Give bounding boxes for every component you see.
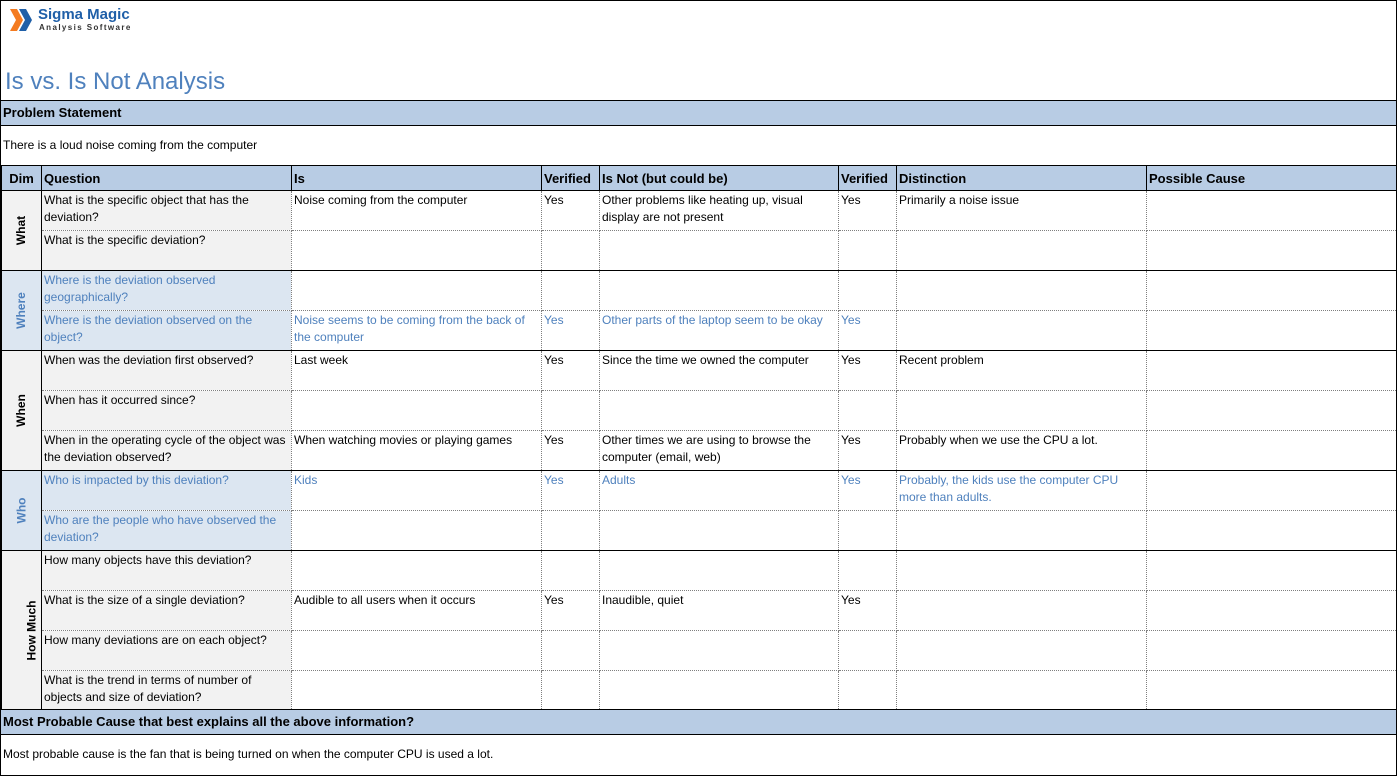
- dim-cell: [2, 191, 42, 271]
- verified-cell[interactable]: Yes: [542, 311, 600, 351]
- is-cell[interactable]: Kids: [292, 471, 542, 511]
- table-row: [2, 191, 1397, 231]
- table-row: [2, 671, 1397, 711]
- distinction-cell[interactable]: [897, 671, 1147, 711]
- table-row: [2, 591, 1397, 631]
- is-not-cell[interactable]: Since the time we owned the computer: [600, 351, 839, 391]
- problem-statement-header: Problem Statement: [1, 100, 1396, 126]
- possible-cause-cell[interactable]: [1147, 671, 1397, 711]
- question-cell: Who are the people who have observed the deviation?: [42, 511, 292, 551]
- question-cell: How many deviations are on each object?: [42, 631, 292, 671]
- verified-cell[interactable]: [542, 551, 600, 591]
- distinction-cell[interactable]: [897, 311, 1147, 351]
- possible-cause-cell[interactable]: [1147, 431, 1397, 471]
- is-not-cell[interactable]: Other parts of the laptop seem to be okay: [600, 311, 839, 351]
- verified-cell[interactable]: Yes: [542, 591, 600, 631]
- possible-cause-cell[interactable]: [1147, 311, 1397, 351]
- logo-subtitle: Analysis Software: [39, 23, 132, 32]
- verified-2-cell[interactable]: [839, 271, 897, 311]
- dim-cell: [2, 471, 42, 551]
- most-probable-cause-header: Most Probable Cause that best explains all the above information?: [1, 709, 1396, 735]
- is-cell[interactable]: Noise seems to be coming from the back of the computer: [292, 311, 542, 351]
- is-cell[interactable]: [292, 231, 542, 271]
- verified-2-cell[interactable]: Yes: [839, 471, 897, 511]
- table-row: [2, 471, 1397, 511]
- table-row: [2, 431, 1397, 471]
- distinction-cell[interactable]: [897, 551, 1147, 591]
- is-cell[interactable]: [292, 671, 542, 711]
- dim-label: How Much: [24, 600, 39, 661]
- table-row: [2, 311, 1397, 351]
- dim-label: What: [13, 215, 28, 246]
- possible-cause-cell[interactable]: [1147, 191, 1397, 231]
- is-not-cell[interactable]: [600, 271, 839, 311]
- col-is: Is: [292, 166, 542, 191]
- table-row: [2, 391, 1397, 431]
- col-verified-2: Verified: [839, 166, 897, 191]
- possible-cause-cell[interactable]: [1147, 591, 1397, 631]
- question-cell: What is the specific object that has the deviation?: [42, 191, 292, 231]
- is-cell[interactable]: Last week: [292, 351, 542, 391]
- verified-2-cell[interactable]: Yes: [839, 311, 897, 351]
- is-not-cell[interactable]: Inaudible, quiet: [600, 591, 839, 631]
- page-title: Is vs. Is Not Analysis: [5, 68, 226, 95]
- distinction-cell[interactable]: [897, 511, 1147, 551]
- dim-label: When: [13, 394, 28, 427]
- possible-cause-cell[interactable]: [1147, 271, 1397, 311]
- verified-2-cell[interactable]: [839, 551, 897, 591]
- question-cell: What is the specific deviation?: [42, 231, 292, 271]
- possible-cause-cell[interactable]: [1147, 471, 1397, 511]
- question-cell: What is the size of a single deviation?: [42, 591, 292, 631]
- verified-2-cell[interactable]: [839, 631, 897, 671]
- table-row: [2, 351, 1397, 391]
- is-cell[interactable]: [292, 551, 542, 591]
- verified-cell[interactable]: [542, 671, 600, 711]
- col-dim: Dim: [2, 166, 42, 191]
- table-row: [2, 231, 1397, 271]
- is-not-cell[interactable]: [600, 231, 839, 271]
- is-cell[interactable]: When watching movies or playing games: [292, 431, 542, 471]
- distinction-cell[interactable]: [897, 391, 1147, 431]
- col-verified: Verified: [542, 166, 600, 191]
- is-cell[interactable]: [292, 391, 542, 431]
- verified-cell[interactable]: [542, 391, 600, 431]
- question-cell: Where is the deviation observed on the object?: [42, 311, 292, 351]
- most-probable-cause-text[interactable]: Most probable cause is the fan that is being turned on when the computer CPU is used a lot.: [3, 747, 494, 761]
- verified-2-cell[interactable]: Yes: [839, 191, 897, 231]
- table-header-row: [2, 166, 1397, 191]
- verified-cell[interactable]: [542, 511, 600, 551]
- verified-cell[interactable]: Yes: [542, 431, 600, 471]
- question-cell: When in the operating cycle of the object was the deviation observed?: [42, 431, 292, 471]
- verified-cell[interactable]: Yes: [542, 191, 600, 231]
- verified-2-cell[interactable]: Yes: [839, 431, 897, 471]
- distinction-cell[interactable]: Primarily a noise issue: [897, 191, 1147, 231]
- is-not-cell[interactable]: [600, 631, 839, 671]
- is-not-cell[interactable]: Adults: [600, 471, 839, 511]
- is-not-cell[interactable]: [600, 671, 839, 711]
- verified-2-cell[interactable]: Yes: [839, 591, 897, 631]
- possible-cause-cell[interactable]: [1147, 391, 1397, 431]
- problem-statement-text[interactable]: There is a loud noise coming from the computer: [3, 138, 258, 152]
- col-is-not: Is Not (but could be): [600, 166, 839, 191]
- is-not-cell[interactable]: [600, 511, 839, 551]
- question-cell: When has it occurred since?: [42, 391, 292, 431]
- verified-cell[interactable]: Yes: [542, 351, 600, 391]
- verified-cell[interactable]: [542, 631, 600, 671]
- verified-2-cell[interactable]: [839, 511, 897, 551]
- is-cell[interactable]: [292, 631, 542, 671]
- possible-cause-cell[interactable]: [1147, 231, 1397, 271]
- distinction-cell[interactable]: [897, 631, 1147, 671]
- is-cell[interactable]: [292, 511, 542, 551]
- verified-2-cell[interactable]: [839, 671, 897, 711]
- distinction-cell[interactable]: [897, 231, 1147, 271]
- is-cell[interactable]: Audible to all users when it occurs: [292, 591, 542, 631]
- possible-cause-cell[interactable]: [1147, 631, 1397, 671]
- is-not-cell[interactable]: [600, 551, 839, 591]
- possible-cause-cell[interactable]: [1147, 551, 1397, 591]
- distinction-cell[interactable]: Recent problem: [897, 351, 1147, 391]
- dim-label: Who: [14, 497, 28, 524]
- distinction-cell[interactable]: Probably, the kids use the computer CPU more than adults.: [897, 471, 1147, 511]
- verified-cell[interactable]: [542, 231, 600, 271]
- chevron-logo-icon: [10, 7, 36, 33]
- table-row: [2, 511, 1397, 551]
- question-cell: When was the deviation first observed?: [42, 351, 292, 391]
- question-cell: Who is impacted by this deviation?: [42, 471, 292, 511]
- verified-cell[interactable]: Yes: [542, 471, 600, 511]
- is-not-cell[interactable]: [600, 391, 839, 431]
- possible-cause-cell[interactable]: [1147, 351, 1397, 391]
- col-question: Question: [42, 166, 292, 191]
- verified-2-cell[interactable]: Yes: [839, 351, 897, 391]
- possible-cause-cell[interactable]: [1147, 511, 1397, 551]
- dim-label: Where: [14, 292, 28, 329]
- is-cell[interactable]: Noise coming from the computer: [292, 191, 542, 231]
- dim-cell: [2, 271, 42, 351]
- verified-2-cell[interactable]: [839, 231, 897, 271]
- is-is-not-table: [1, 165, 1397, 711]
- question-cell: What is the trend in terms of number of objects and size of deviation?: [42, 671, 292, 711]
- distinction-cell[interactable]: [897, 591, 1147, 631]
- table-row: [2, 551, 1397, 591]
- is-cell[interactable]: [292, 271, 542, 311]
- question-cell: How many objects have this deviation?: [42, 551, 292, 591]
- dim-cell: [2, 551, 42, 711]
- is-not-cell[interactable]: Other times we are using to browse the computer (email, web): [600, 431, 839, 471]
- verified-cell[interactable]: [542, 271, 600, 311]
- logo-name: Sigma Magic: [38, 6, 130, 23]
- table-row: [2, 271, 1397, 311]
- dim-cell: [2, 351, 42, 471]
- col-possible-cause: Possible Cause: [1147, 166, 1397, 191]
- col-distinction: Distinction: [897, 166, 1147, 191]
- verified-2-cell[interactable]: [839, 391, 897, 431]
- table-row: [2, 631, 1397, 671]
- distinction-cell[interactable]: [897, 271, 1147, 311]
- distinction-cell[interactable]: Probably when we use the CPU a lot.: [897, 431, 1147, 471]
- question-cell: Where is the deviation observed geographically?: [42, 271, 292, 311]
- is-not-cell[interactable]: Other problems like heating up, visual display are not present: [600, 191, 839, 231]
